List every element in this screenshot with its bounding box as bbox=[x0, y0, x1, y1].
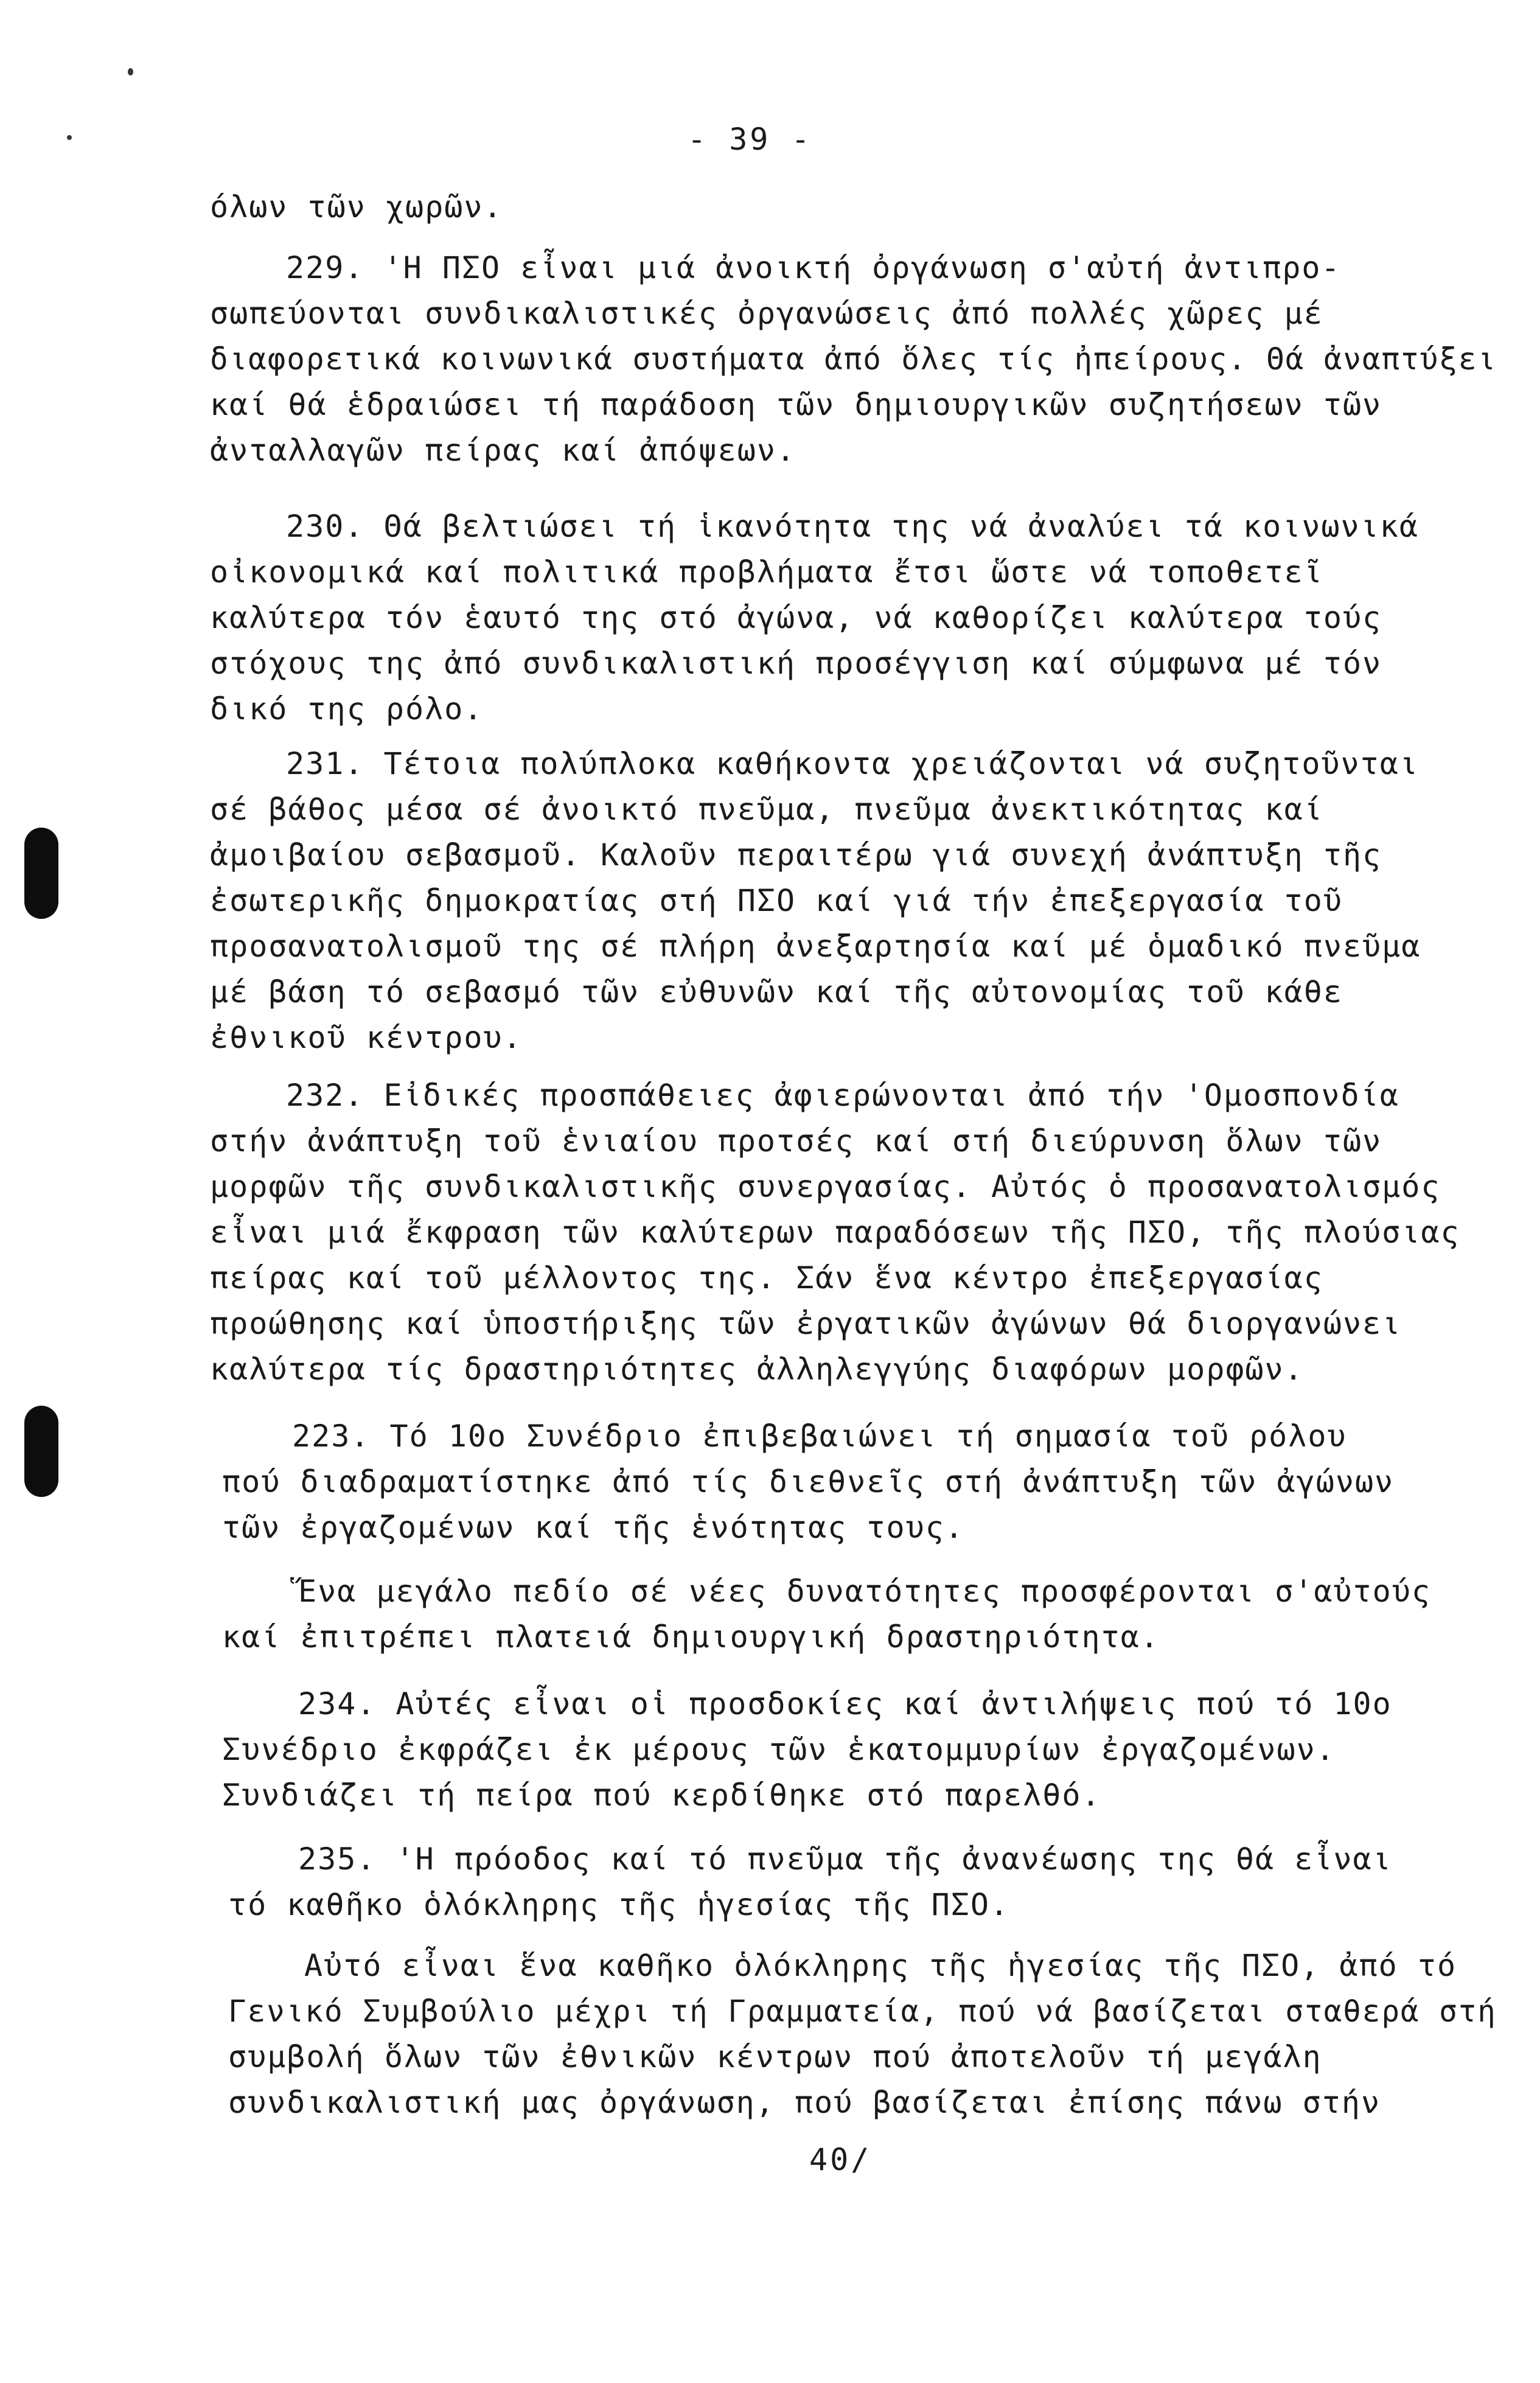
text-line: εἶναι μιά ἔκφραση τῶν καλύτερων παραδόσεων τῆς ΠΣΟ, τῆς πλούσιας bbox=[210, 1215, 1460, 1250]
text-line: οἰκονομικά καί πολιτικά προβλήματα ἔτσι ὥστε νά τοποθετεῖ bbox=[210, 554, 1323, 590]
text-line: πείρας καί τοῦ μέλλοντος της. Σάν ἕνα κέντρο ἐπεξεργασίας bbox=[210, 1260, 1323, 1296]
page-number: - 39 - bbox=[688, 122, 812, 157]
text-line: διαφορετικά κοινωνικά συστήματα ἀπό ὅλες τίς ἠπείρους. Θά ἀναπτύξει bbox=[210, 341, 1497, 377]
text-line: Ἕνα μεγάλο πεδίο σέ νέες δυνατότητες προσφέρονται σ'αὐτούς bbox=[298, 1574, 1431, 1609]
next-page-marker: 40/ bbox=[809, 2142, 872, 2177]
text-line: μέ βάση τό σεβασμό τῶν εὐθυνῶν καί τῆς αὐτονομίας τοῦ κάθε bbox=[210, 974, 1343, 1010]
text-line: τό καθῆκο ὁλόκληρης τῆς ἡγεσίας τῆς ΠΣΟ. bbox=[228, 1887, 1010, 1922]
text-line: καί θά ἑδραιώσει τή παράδοση τῶν δημιουργικῶν συζητήσεων τῶν bbox=[210, 387, 1382, 422]
text-line: μορφῶν τῆς συνδικαλιστικῆς συνεργασίας. Αὐτός ὁ προσανατολισμός bbox=[210, 1169, 1441, 1204]
text-line: ἐσωτερικῆς δημοκρατίας στή ΠΣΟ καί γιά τήν ἐπεξεργασία τοῦ bbox=[210, 883, 1343, 918]
text-line: 232. Εἰδικές προσπάθειες ἀφιερώνονται ἀπό τήν 'Ομοσπονδία bbox=[286, 1078, 1399, 1113]
binder-hole-top bbox=[24, 828, 58, 919]
text-line: δικό της ρόλο. bbox=[210, 691, 484, 727]
text-line: στόχους της ἀπό συνδικαλιστική προσέγγιση καί σύμφωνα μέ τόν bbox=[210, 646, 1382, 681]
text-line: συνδικαλιστική μας ὀργάνωση, πού βασίζεται ἐπίσης πάνω στήν bbox=[228, 2085, 1381, 2120]
text-line: σέ βάθος μέσα σέ ἀνοικτό πνεῦμα, πνεῦμα ἀνεκτικότητας καί bbox=[210, 792, 1323, 827]
text-line: ἀμοιβαίου σεβασμοῦ. Καλοῦν περαιτέρω γιά συνεχή ἀνάπτυξη τῆς bbox=[210, 837, 1382, 873]
scan-speck bbox=[67, 135, 72, 140]
text-line: 230. Θά βελτιώσει τή ἱκανότητα της νά ἀναλύει τά κοινωνικά bbox=[286, 509, 1419, 544]
text-line: 235. 'Η πρόοδος καί τό πνεῦμα τῆς ἀνανέωσης της θά εἶναι bbox=[298, 1841, 1392, 1877]
text-line: στήν ἀνάπτυξη τοῦ ἑνιαίου προτσές καί στή διεύρυνση ὅλων τῶν bbox=[210, 1123, 1382, 1159]
text-line: προσανατολισμοῦ της σέ πλήρη ἀνεξαρτησία καί μέ ὁμαδικό πνεῦμα bbox=[210, 929, 1421, 964]
text-line: 223. Τό 10ο Συνέδριο ἐπιβεβαιώνει τή σημασία τοῦ ρόλου bbox=[292, 1418, 1347, 1454]
text-line: προώθησης καί ὑποστήριξης τῶν ἐργατικῶν ἀγώνων θά διοργανώνει bbox=[210, 1306, 1402, 1341]
text-line: ἀνταλλαγῶν πείρας καί ἀπόψεων. bbox=[210, 433, 796, 468]
text-line: ἐθνικοῦ κέντρου. bbox=[210, 1020, 523, 1055]
text-line: 229. 'Η ΠΣΟ εἶναι μιά ἀνοικτή ὀργάνωση σ'αὐτή ἀντιπρο- bbox=[286, 250, 1341, 285]
binder-hole-bottom bbox=[24, 1406, 58, 1497]
text-line: καί ἐπιτρέπει πλατειά δημιουργική δραστηριότητα. bbox=[222, 1619, 1160, 1655]
text-line: Γενικό Συμβούλιο μέχρι τή Γραμματεία, πού νά βασίζεται σταθερά στή bbox=[228, 1994, 1497, 2029]
text-line: 231. Τέτοια πολύπλοκα καθήκοντα χρειάζονται νά συζητοῦνται bbox=[286, 746, 1419, 781]
text-line: όλων τῶν χωρῶν. bbox=[210, 189, 503, 225]
text-line: συμβολή ὅλων τῶν ἐθνικῶν κέντρων πού ἀποτελοῦν τή μεγάλη bbox=[228, 2039, 1322, 2074]
text-line: 234. Αὐτές εἶναι οἱ προσδοκίες καί ἀντιλήψεις πού τό 10ο bbox=[298, 1686, 1392, 1722]
text-line: τῶν ἐργαζομένων καί τῆς ἑνότητας τους. bbox=[222, 1510, 964, 1545]
text-line: Συνέδριο ἐκφράζει ἐκ μέρους τῶν ἑκατομμυρίων ἐργαζομένων. bbox=[222, 1732, 1336, 1767]
text-line: Αὐτό εἶναι ἕνα καθῆκο ὁλόκληρης τῆς ἡγεσίας τῆς ΠΣΟ, ἀπό τό bbox=[304, 1948, 1457, 1983]
text-line: καλύτερα τίς δραστηριότητες ἀλληλεγγύης διαφόρων μορφῶν. bbox=[210, 1352, 1304, 1387]
text-line: σωπεύονται συνδικαλιστικές ὀργανώσεις ἀπό πολλές χῶρες μέ bbox=[210, 296, 1323, 331]
scan-speck bbox=[128, 68, 133, 75]
text-line: πού διαδραματίστηκε ἀπό τίς διεθνεῖς στή ἀνάπτυξη τῶν ἀγώνων bbox=[222, 1464, 1395, 1499]
text-line: Συνδιάζει τή πείρα πού κερδίθηκε στό παρελθό. bbox=[222, 1778, 1101, 1813]
text-line: καλύτερα τόν ἑαυτό της στό ἀγώνα, νά καθορίζει καλύτερα τούς bbox=[210, 600, 1382, 635]
